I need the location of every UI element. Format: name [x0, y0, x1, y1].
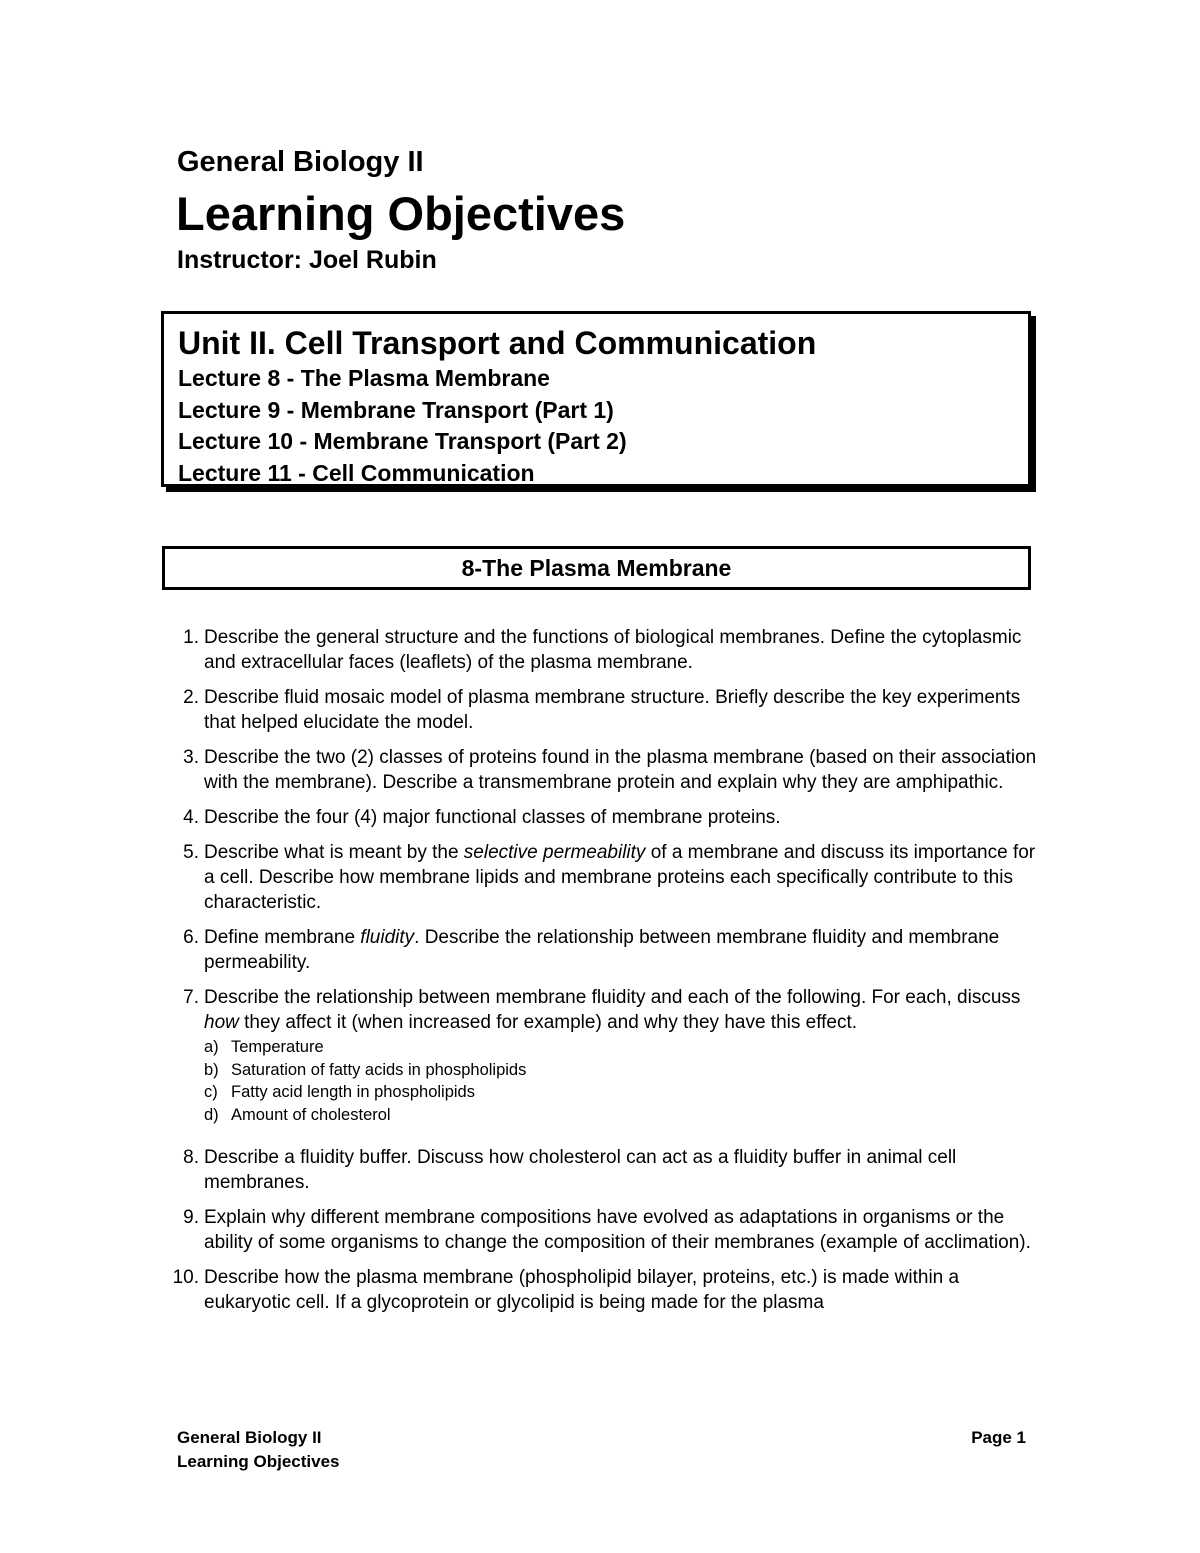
objective-item	[173, 745, 1043, 795]
page-number: Page 1	[971, 1428, 1026, 1447]
course-name: General Biology II	[177, 146, 424, 178]
lecture-item: Lecture 8 - The Plasma Membrane	[178, 365, 550, 391]
lecture-item: Lecture 11 - Cell Communication	[178, 459, 535, 486]
sub-item-letter: a)	[204, 1038, 219, 1056]
sub-item-letter: b)	[204, 1060, 219, 1079]
objective-text-part: of a membrane and discuss its importance for a cell. Describe how membrane lipids and membrane proteins each specifically contribute to this characteristic.	[204, 842, 1036, 913]
objectives-list	[173, 625, 1043, 1315]
lecture-item: Lecture 9 - Membrane Transport (Part 1)	[178, 396, 614, 423]
sub-item	[204, 1059, 1043, 1082]
sub-item	[204, 1081, 1043, 1104]
objective-text	[204, 987, 1020, 1033]
objective-text-part: . Describe the relationship between membrane fluidity and membrane permeability.	[204, 927, 1000, 973]
sub-item-letter: d)	[204, 1105, 219, 1124]
objective-emphasis: fluidity	[360, 927, 415, 948]
objective-text: Describe the general structure and the functions of biological membranes. Define the cytoplasmic and extracellular faces (leaflets) of the plasma membrane.	[204, 627, 1022, 673]
sub-item-text: Fatty acid length in phospholipids	[231, 1083, 475, 1101]
objective-text-part: Describe what is meant by the	[204, 842, 464, 863]
objective-item	[173, 840, 1043, 915]
objective-number: 5.	[183, 842, 199, 863]
unit-title: Unit II. Cell Transport and Communication	[178, 325, 817, 361]
objective-text: Describe the two (2) classes of proteins found in the plasma membrane (based on their association with the membrane). Describe a transmembrane protein and explain why they are amphipathic.	[204, 747, 1037, 793]
footer-course: General Biology II	[177, 1428, 322, 1447]
objective-text-part: they affect it (when increased for example) and why they have this effect.	[238, 1012, 858, 1033]
footer-left	[177, 1426, 340, 1474]
objective-item	[173, 925, 1043, 975]
objective-item	[173, 625, 1043, 675]
objective-item	[173, 1145, 1043, 1195]
objective-text: Describe fluid mosaic model of plasma membrane structure. Briefly describe the key experiments that helped elucidate the model.	[204, 687, 1021, 733]
objective-number: 2.	[183, 687, 199, 708]
objective-emphasis: selective permeability	[463, 842, 646, 863]
objective-number: 8.	[183, 1147, 199, 1168]
objective-text: Explain why different membrane compositions have evolved as adaptations in organisms or the ability of some organisms to change the composition of their membranes (example of acclimation).	[204, 1207, 1031, 1253]
objective-number: 1.	[183, 627, 199, 648]
objective-number: 3.	[183, 747, 199, 768]
objective-emphasis: how	[204, 1012, 239, 1033]
objective-item	[173, 985, 1043, 1126]
objective-number: 4.	[183, 807, 199, 828]
sub-item-text: Temperature	[231, 1038, 324, 1056]
objective-number: 7.	[183, 987, 199, 1008]
sub-item-letter: c)	[204, 1083, 218, 1101]
objective-text-part: Define membrane	[204, 927, 361, 948]
unit-box	[161, 311, 1031, 487]
objective-item	[173, 685, 1043, 735]
footer-doc-title: Learning Objectives	[177, 1452, 340, 1471]
objective-item	[173, 1205, 1043, 1255]
objective-text: Describe a fluidity buffer. Discuss how cholesterol can act as a fluidity buffer in animal cell membranes.	[204, 1147, 957, 1193]
objective-text: Describe how the plasma membrane (phospholipid bilayer, proteins, etc.) is made within a eukaryotic cell. If a glycoprotein or glycolipid is being made for the plasma	[204, 1267, 960, 1313]
objective-item	[173, 805, 1043, 830]
lecture-item: Lecture 10 - Membrane Transport (Part 2)	[178, 428, 627, 454]
objective-number: 10.	[172, 1267, 199, 1288]
objective-item	[173, 1265, 1043, 1315]
document-title: Learning Objectives	[176, 187, 626, 240]
sub-item-text: Amount of cholesterol	[231, 1105, 391, 1124]
objective-text-part: Describe the relationship between membrane fluidity and each of the following. For each, discuss	[204, 987, 1021, 1008]
objective-number: 6.	[183, 927, 199, 948]
sub-list	[204, 1036, 1043, 1126]
sub-item	[204, 1036, 1043, 1059]
objective-text	[204, 927, 999, 973]
sub-item	[204, 1104, 1043, 1127]
section-header: 8-The Plasma Membrane	[162, 546, 1031, 590]
objective-text	[204, 842, 1035, 913]
objective-text: Describe the four (4) major functional classes of membrane proteins.	[204, 807, 781, 828]
sub-item-text: Saturation of fatty acids in phospholipids	[231, 1060, 527, 1079]
instructor-line: Instructor: Joel Rubin	[177, 246, 437, 274]
objective-number: 9.	[183, 1207, 199, 1228]
